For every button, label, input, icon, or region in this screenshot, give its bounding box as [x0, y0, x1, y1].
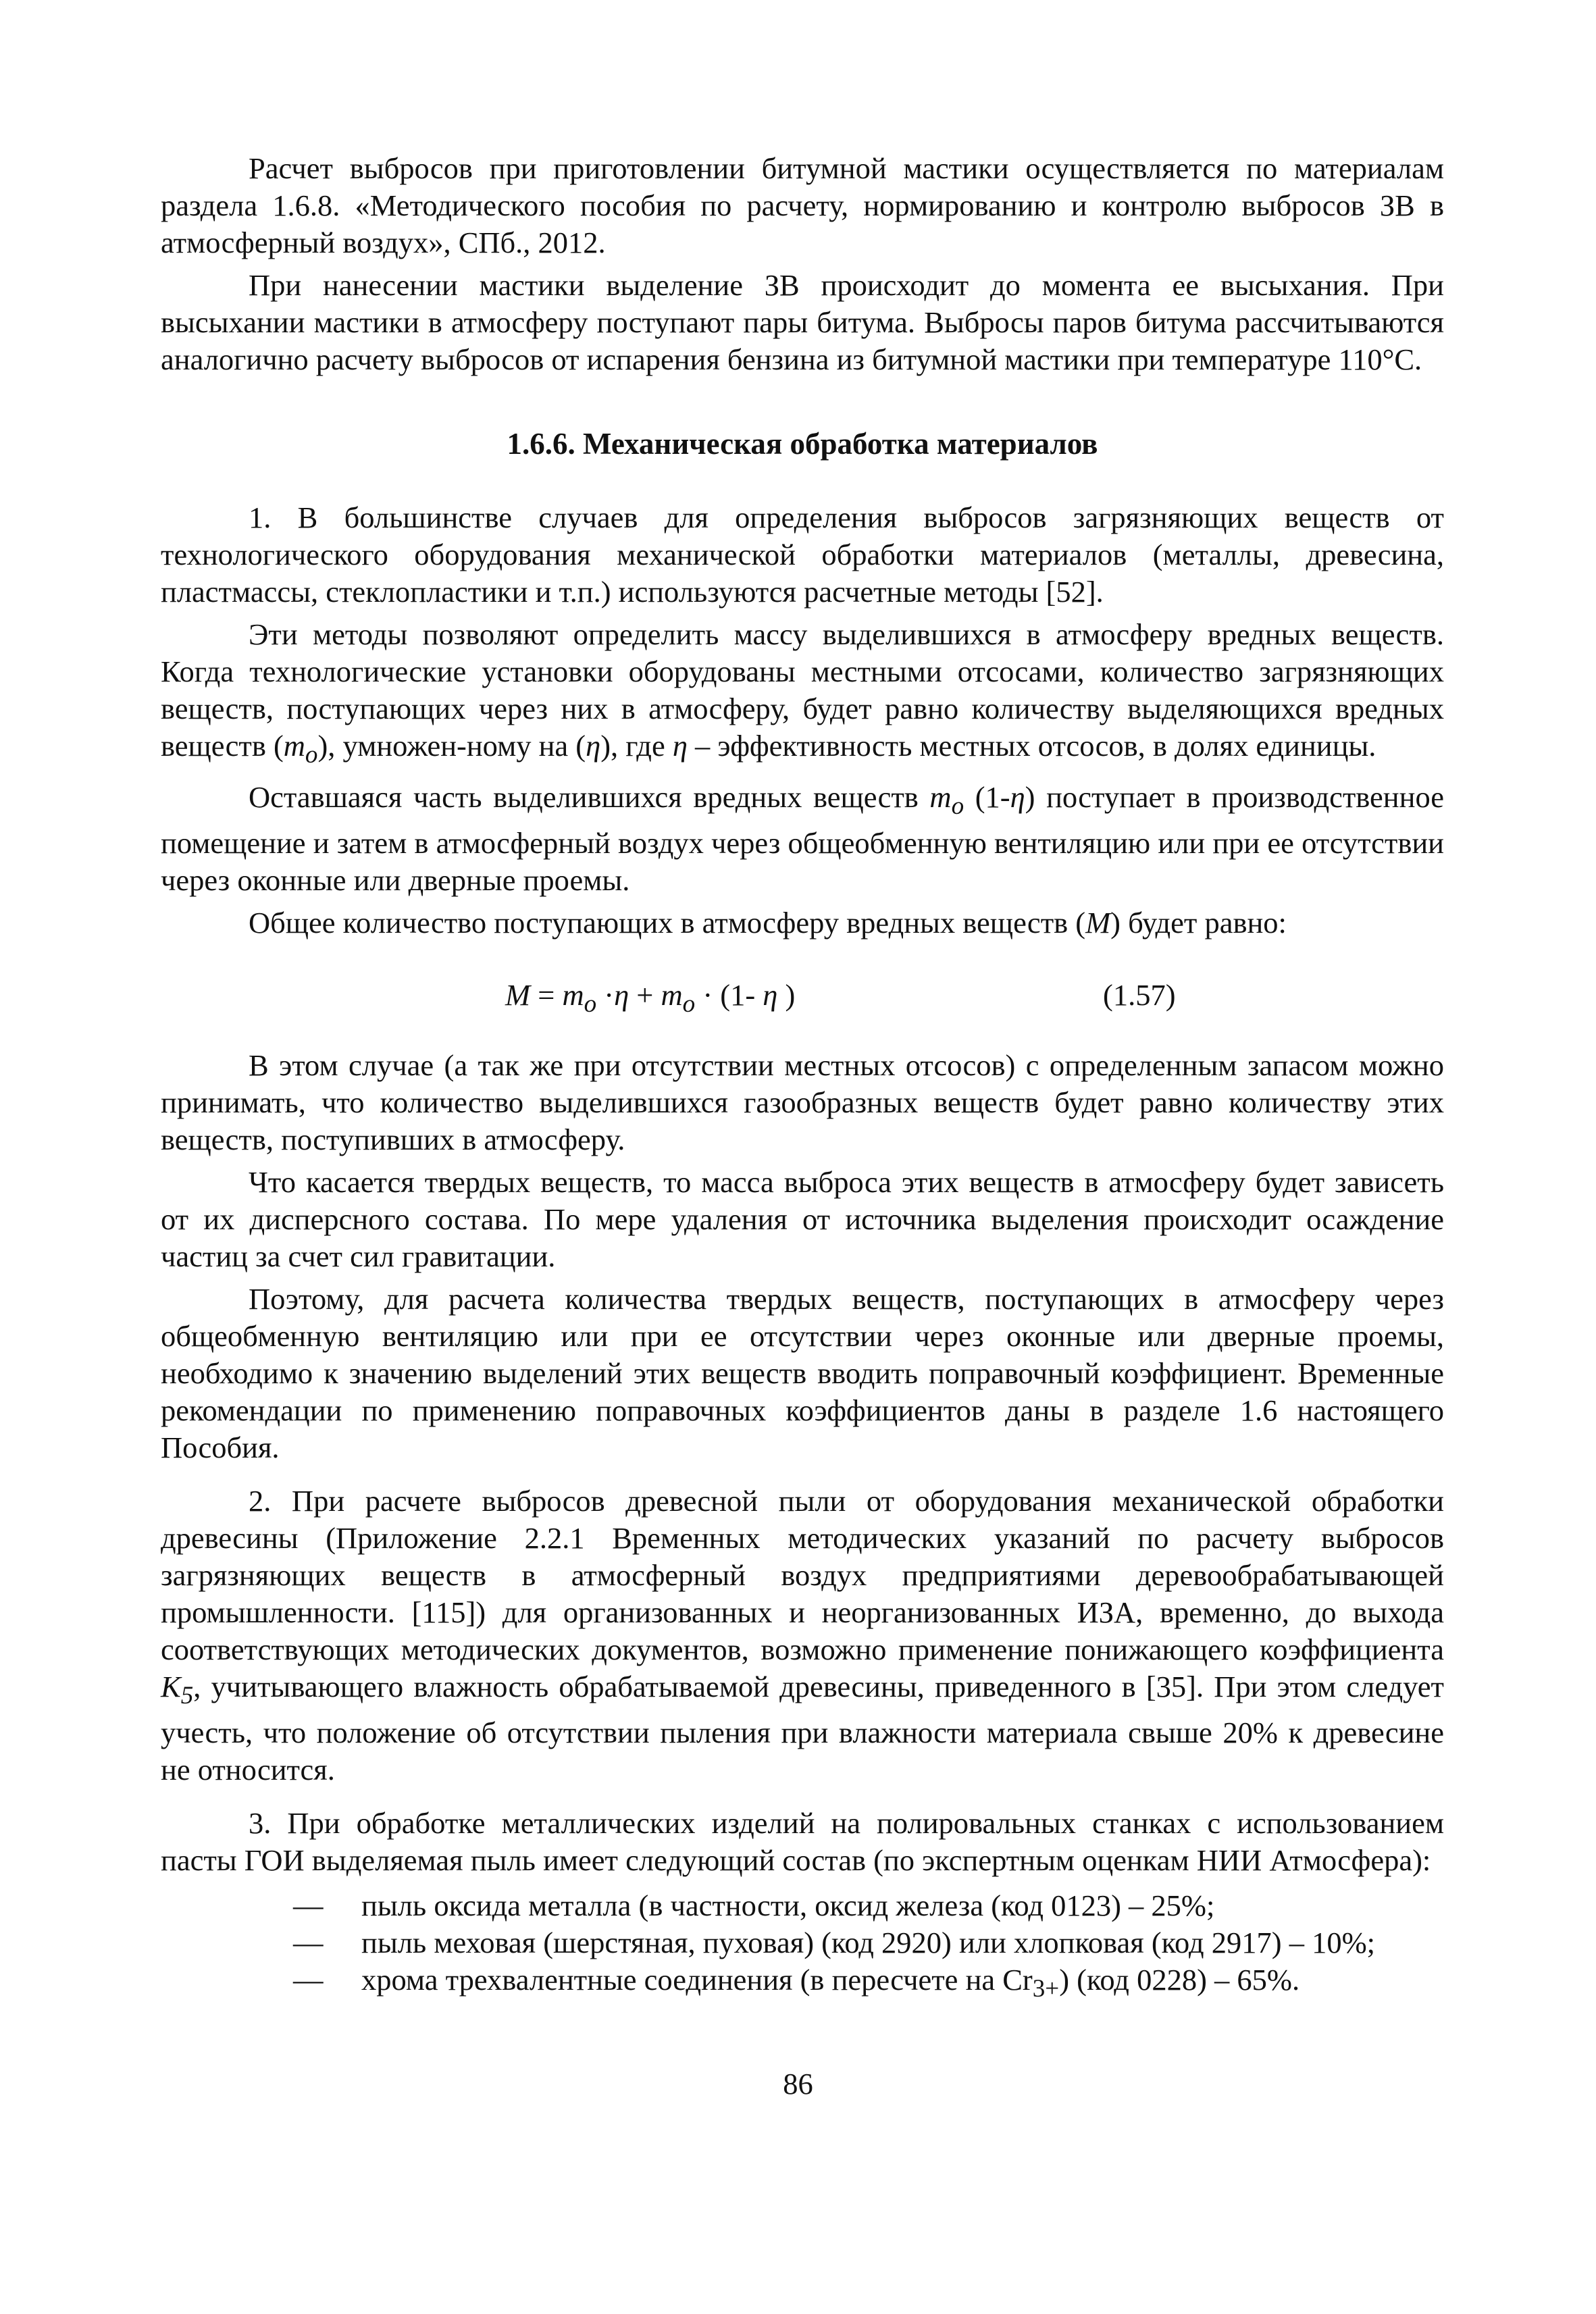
- symbol-m: m: [929, 779, 952, 814]
- formula-1-57: [161, 977, 1444, 1017]
- formula-equals: =: [530, 977, 563, 1012]
- paragraph-1-1: 1. В большинстве случаев для определения выбросов загрязняющих веществ от технологического оборудования механической обработки материалов (металлы, древесина, пластмассы, стеклопластики и т.п.) используются расчетные методы [52].: [161, 500, 1444, 609]
- formula-expression: [505, 977, 795, 1023]
- paragraph-intro-2: При нанесении мастики выделение ЗВ происходит до момента ее высыхания. При высыхании мастики в атмосферу поступают пары битума. Выбросы паров битума рассчитываются аналогично расчету выбросов от испарения бензина из битумной мастики при температуре 110°С.: [161, 268, 1444, 376]
- symbol-eta: η: [586, 729, 601, 763]
- symbol-m-subscript: o: [951, 792, 964, 820]
- symbol-eta: η: [672, 729, 688, 763]
- text-run: ), умножен-ному на (: [317, 729, 586, 763]
- text-run: Общее количество поступающих в атмосферу вредных веществ (: [249, 905, 1086, 940]
- page-text-body: [161, 150, 1444, 2007]
- paragraph-1-3: [161, 779, 1444, 899]
- formula-number: (1.57): [1103, 977, 1176, 1012]
- formula-symbol-eta: η: [614, 977, 629, 1012]
- section-heading: 1.6.6. Механическая обработка материалов: [507, 427, 1098, 461]
- list-item-subscript: 3+: [1032, 1974, 1060, 2003]
- text-run: (1-: [964, 779, 1010, 814]
- list-dash-mark: —: [293, 1925, 324, 1959]
- paragraph-2-1: [161, 1483, 1444, 1789]
- list-dash-mark: —: [293, 1888, 324, 1922]
- formula-symbol-m: m: [562, 977, 584, 1012]
- text-run: ) будет равно:: [1110, 905, 1287, 940]
- text-run: – эффективность местных отсосов, в долях единицы.: [687, 729, 1376, 763]
- symbol-eta: η: [1010, 779, 1025, 814]
- paragraph-1-4: [161, 904, 1444, 942]
- list-item-text: пыль меховая (шерстяная, пуховая) (код 2920) или хлопковая (код 2917) – 10%;: [361, 1925, 1376, 1959]
- formula-dot: ·: [596, 977, 615, 1012]
- page-number: 86: [783, 2067, 813, 2101]
- symbol-K-subscript: 5: [180, 1681, 194, 1709]
- formula-symbol-m-subscript: o: [682, 989, 696, 1018]
- symbol-M: M: [1085, 905, 1111, 940]
- list-item: [161, 1887, 1444, 1924]
- text-run: 2. При расчете выбросов древесной пыли от оборудования механической обработки древесины (Приложение 2.2.1 Временных методических указаний по расчету выбросов загрязняющих веществ в атмосферный воздух предприятиями деревообрабатывающей промышленности. [115]) для организованных и неорганизованных ИЗА, временно, до выхода соответствующих методических документов, возможно применение понижающего коэффициента: [161, 1483, 1444, 1666]
- list-item-text: пыль оксида металла (в частности, оксид железа (код 0123) – 25%;: [361, 1888, 1215, 1922]
- composition-list: [161, 1887, 1444, 2007]
- text-run: ) поступает в производственное помещение и затем в атмосферный воздух через общеобменную вентиляцию или при ее отсутствии через оконные или дверные проемы.: [161, 779, 1444, 897]
- paragraph-1-6: Что касается твердых веществ, то масса выброса этих веществ в атмосферу будет зависеть от их дисперсного состава. По мере удаления от источника выделения происходит осаждение частиц за счет сил гравитации.: [161, 1164, 1444, 1273]
- formula-symbol-m: m: [661, 977, 683, 1012]
- formula-symbol-m-subscript: o: [584, 989, 597, 1018]
- symbol-K: K: [161, 1669, 181, 1703]
- paragraph-intro-1: Расчет выбросов при приготовлении битумной мастики осуществляется по материалам раздела 1.6.8. «Методического пособия по расчету, нормированию и контролю выбросов ЗВ в атмосферный воздух», СПб., 2012.: [161, 151, 1444, 259]
- list-dash-mark: —: [293, 1962, 324, 1997]
- text-run: ), где: [600, 729, 673, 763]
- symbol-m-subscript: o: [305, 740, 318, 769]
- list-item: [161, 1924, 1444, 1961]
- text-run: Оставшаяся часть выделившихся вредных веществ: [249, 779, 930, 814]
- formula-symbol-M: M: [505, 977, 531, 1012]
- list-item-text: ) (код 0228) – 65%.: [1059, 1962, 1300, 1997]
- list-item: [161, 1961, 1444, 2007]
- text-run: , учитывающего влажность обрабатываемой древесины, приведенного в [35]. При этом следует учесть, что положение об отсутствии пыления при влажности материала свыше 20% к древесине не относится.: [161, 1669, 1444, 1786]
- formula-plus: +: [629, 977, 661, 1012]
- formula-tail: · (1-: [695, 977, 763, 1012]
- text-run: Эти методы позволяют определить массу выделившихся в атмосферу вредных веществ. Когда технологические установки оборудованы местными отсосами, количество загрязняющих веществ, поступающих через них в атмосферу, будет равно количеству выделяющихся вредных веществ (: [161, 617, 1444, 763]
- paragraph-1-5: В этом случае (а так же при отсутствии местных отсосов) с определенным запасом можно принимать, что количество выделившихся газообразных веществ будет равно количеству этих веществ, поступивших в атмосферу.: [161, 1048, 1444, 1156]
- paragraph-3-1: 3. При обработке металлических изделий на полировальных станках с использованием пасты ГОИ выделяемая пыль имеет следующий состав (по экспертным оценкам НИИ Атмосфера):: [161, 1805, 1444, 1877]
- formula-symbol-eta: η: [763, 977, 778, 1012]
- symbol-m: m: [283, 729, 305, 763]
- paragraph-1-2: [161, 616, 1444, 773]
- paragraph-1-7: Поэтому, для расчета количества твердых веществ, поступающих в атмосферу через общеобменную вентиляцию или при ее отсутствии через оконные или дверные проемы, необходимо к значению выделений этих веществ вводить поправочный коэффициент. Временные рекомендации по применению поправочных коэффициентов даны в разделе 1.6 настоящего Пособия.: [161, 1281, 1444, 1464]
- list-item-text: хрома трехвалентные соединения (в пересчете на Cr: [361, 1962, 1033, 1997]
- formula-close: ): [777, 977, 796, 1012]
